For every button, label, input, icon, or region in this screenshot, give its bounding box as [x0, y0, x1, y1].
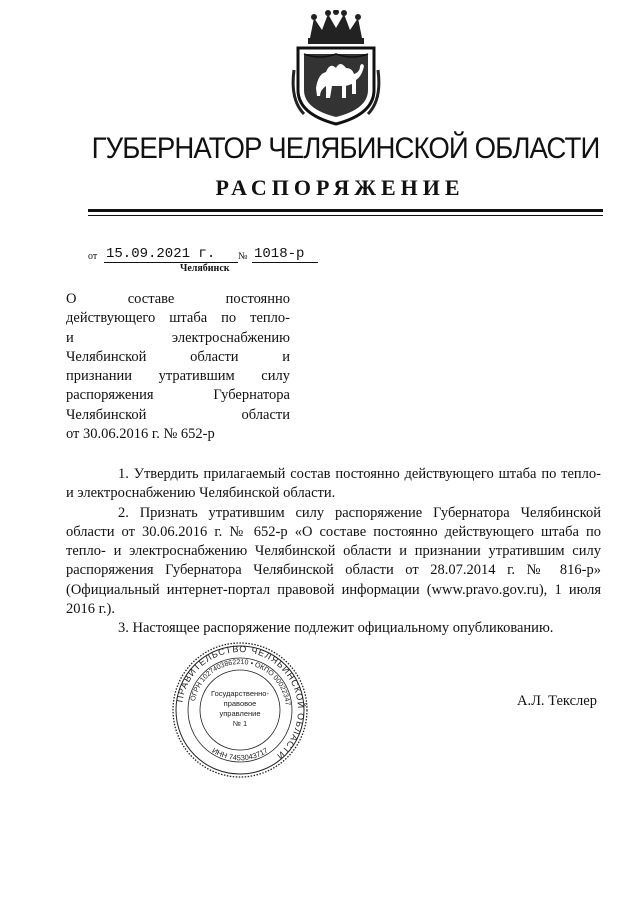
stamp-inner-line: Государственно- [211, 689, 269, 698]
subject-line: Челябинской области и [66, 348, 290, 365]
header-rule-thick [88, 209, 603, 212]
signatory-name: А.Л. Текслер [517, 693, 597, 709]
subject-line: признании утратившим силу [66, 368, 290, 385]
number-label: № [238, 251, 248, 262]
official-stamp [170, 640, 310, 780]
paragraph-3: 3. Настоящее распоряжение подлежит официальному опубликованию. [118, 620, 554, 637]
document-date: 15.09.2021 г. [104, 246, 238, 263]
stamp-inner-line: управление [219, 709, 261, 718]
paragraph-2: 2. Признать утратившим силу распоряжение Губернатора Челябинской области от 30.06.2016 г. № 652-р «О составе постоянно действующего штаба по тепло- и электроснабжению Челябинской области и признании утратившим силу распоряжения Губернатора Челябинской области от 28.07.2014 г. № 816-р» (Официальный интернет-портал правовой информации (www.pravo.gov.ru), 1 июля 2016 г.). [66, 504, 601, 618]
coat-of-arms-emblem [290, 10, 382, 126]
date-label: от [88, 251, 98, 262]
document-title: ГУБЕРНАТОР ЧЕЛЯБИНСКОЙ ОБЛАСТИ [91, 132, 600, 165]
document-body [66, 465, 601, 639]
header-rule-thin [88, 215, 603, 216]
svg-text:ИНН 7453043717 [210, 746, 269, 763]
subject-line: действующего штаба по тепло- [66, 310, 290, 327]
stamp-codes-text: ОГРН 1027403862210 • ОКПО 00022347 [189, 658, 291, 706]
document-number: 1018-р [252, 246, 318, 263]
subject-line: и электроснабжению [66, 329, 290, 346]
stamp-inn-text: ИНН 7453043717 [210, 745, 270, 763]
subject-line: Челябинской области [66, 406, 290, 423]
document-city: Челябинск [180, 263, 230, 274]
subject-line: распоряжения Губернатора [66, 387, 290, 404]
stamp-inner-line: правовое [223, 699, 257, 708]
stamp-outer-text: ПРАВИТЕЛЬСТВО ЧЕЛЯБИНСКОЙ ОБЛАСТИ [174, 643, 307, 762]
subject-line: от 30.06.2016 г. № 652-р [66, 426, 215, 443]
document-type: РАСПОРЯЖЕНИЕ [215, 175, 465, 200]
paragraph-1: 1. Утвердить прилагаемый состав постоянно действующего штаба по тепло- и электроснабжению Челябинской области. [66, 466, 601, 502]
document-subject [66, 290, 290, 444]
subject-line: О составе постоянно [66, 291, 290, 307]
stamp-inner-line: № 1 [232, 719, 248, 728]
